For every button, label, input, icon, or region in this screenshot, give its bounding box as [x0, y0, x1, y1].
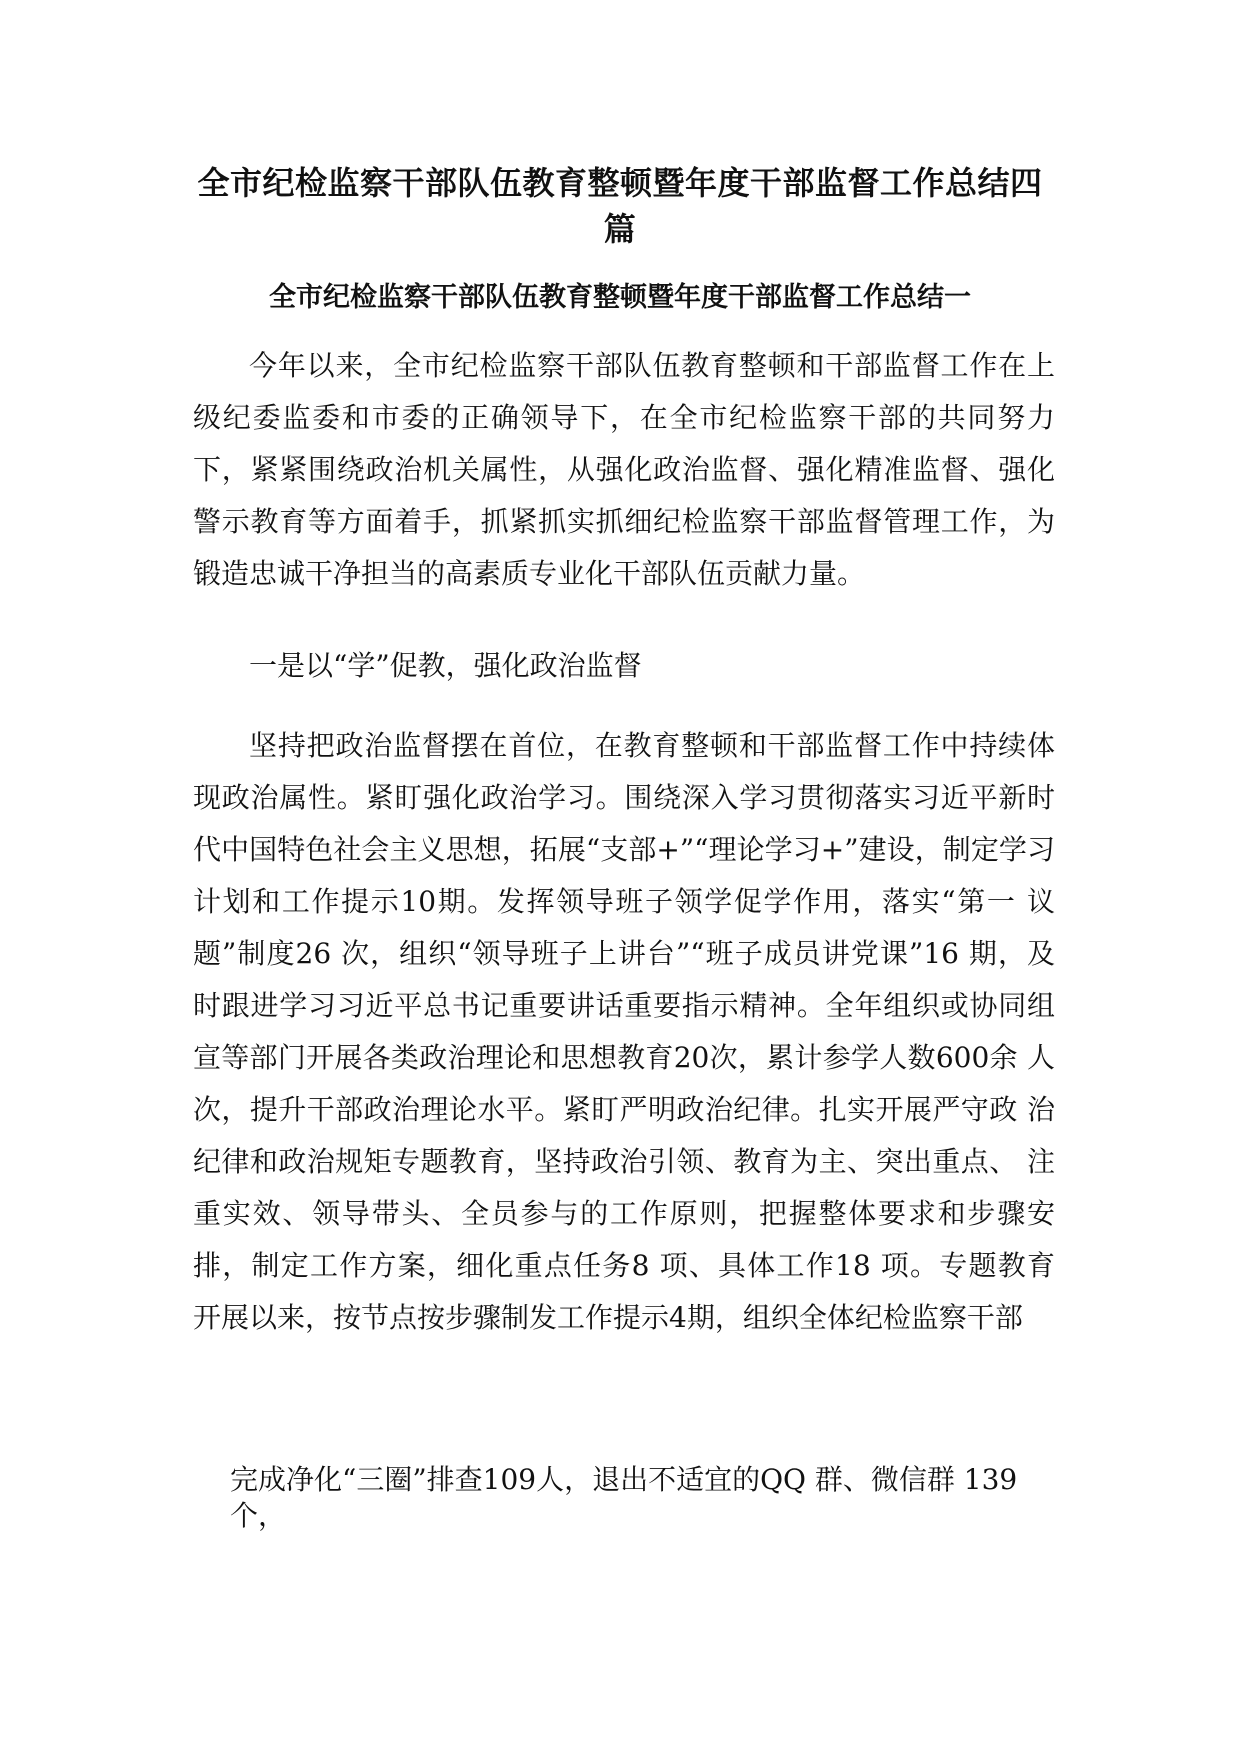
main-paragraph: 坚持把政治监督摆在首位，在教育整顿和干部监督工作中持续体现政治属性。紧盯强化政治学习。围绕深入学习贯彻落实习近平新时代中国特色社会主义思想，拓展“支部+”“理论学习+”建设，制定学习计划和工作提示10期。发挥领导班子领学促学作用，落实“第一 议题”制度26 次，组织“领导班子上讲台”“班子成员讲党课”16 期，及 时跟进学习习近平总书记重要讲话重要指示精神。全年组织或协同组 宣等部门开展各类政治理论和思想教育20次，累计参学人数600余 人次，提升干部政治理论水平。紧盯严明政治纪律。扎实开展严守政 治纪律和政治规矩专题教育，坚持政治引领、教育为主、突出重点、 注重实效、领导带头、全员参与的工作原则，把握整体要求和步骤安 排，制定工作方案，细化重点任务8 项、具体工作18 项。专题教育 开展以来，按节点按步骤制发工作提示4期，组织全体纪检监察干部: [193, 729, 1055, 1334]
document-title: 全市纪检监察干部队伍教育整顿暨年度干部监督工作总结四篇: [197, 164, 1043, 248]
section-heading: 一是以“学”促教，强化政治监督: [249, 649, 642, 682]
tail-paragraph: 完成净化“三圈”排查109人，退出不适宜的QQ 群、微信群 139个，: [230, 1463, 1018, 1532]
document-subtitle: 全市纪检监察干部队伍教育整顿暨年度干部监督工作总结一: [269, 282, 971, 313]
intro-paragraph: 今年以来，全市纪检监察干部队伍教育整顿和干部监督工作在上级纪委监委和市委的正确领导下，在全市纪检监察干部的共同努力下，紧紧围绕政治机关属性，从强化政治监督、强化精准监督、强化警示教育等方面着手，抓紧抓实抓细纪检监察干部监督管理工作，为锻造忠诚干净担当的高素质专业化干部队伍贡献力量。: [193, 349, 1055, 590]
